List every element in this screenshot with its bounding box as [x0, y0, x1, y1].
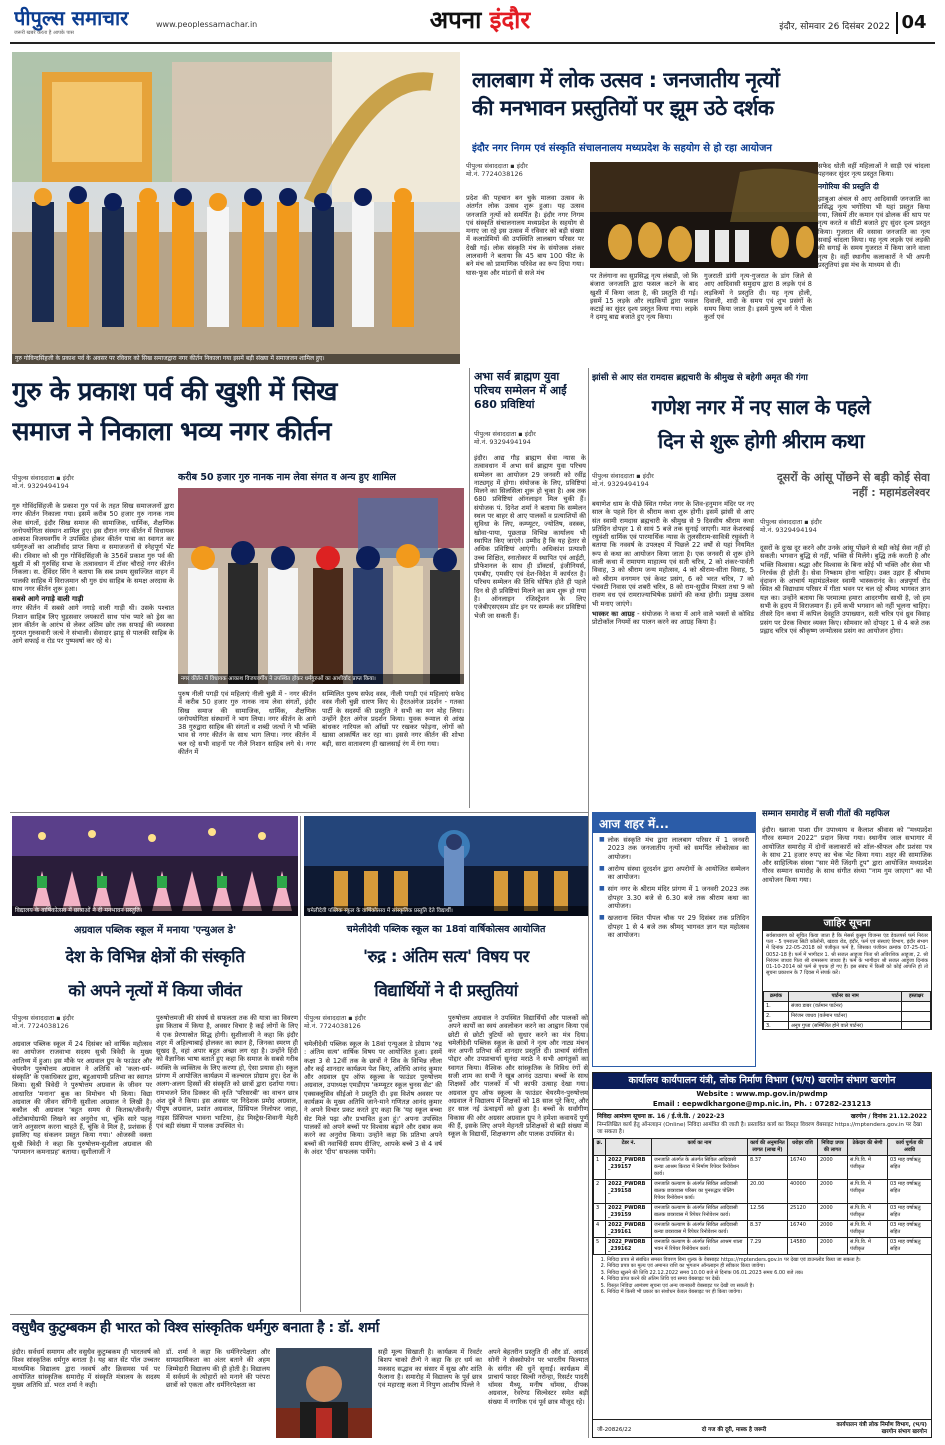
school-left-headline: [12, 940, 298, 1012]
tender-cell: 25120: [788, 1204, 818, 1221]
gurupurab-mid-caption: नगर कीर्तन में विधायक आकाश विजयवर्गीय ने उपस्थित होकर धर्मगुरुओं का आशीर्वाद प्राप्त किया।: [178, 674, 464, 684]
tender-header-cell: क्र.: [594, 1139, 606, 1156]
tender-note: 5. विस्तृत निविदा आमंत्रण सूचना एवं अन्य जानकारी वेबसाइट पर देखी जा सकती है।: [607, 1283, 927, 1289]
site-url[interactable]: www.peoplessamachar.in: [156, 20, 258, 29]
tender-footer-mid: दो गज की दूरी, मास्क है जरूरी: [701, 1426, 767, 1433]
school-left-headline-1: देश के विभिन्न क्षेत्रों की संस्कृति: [65, 947, 245, 966]
jahir-cell: 1.: [764, 1002, 789, 1012]
bullet-icon: ■: [599, 885, 605, 893]
school-right-photo: [304, 816, 588, 916]
gurupurab-col1: गुरु गोविंदसिंहजी के प्रकाश गुरु पर्व के तहत सिख समाजजनों द्वारा नगर कीर्तन निकाला गया। इसमें करीब 50 हजार गुरु नानक नाम लेवा संगतों, इंदौर सिख समाज की सामाजिक, धार्मिक, शैक्षणिक जनोपयोगिता संस्थान शामिल हुए। इस दौरान नगर कीर्तन में विधायक आकाश विजयवर्गीय ने उपस्थित होकर कीर्तन यात्रा का स्वागत कर धर्मगुरुओं का आशीर्वाद प्राप्त किया व समाजजनों से स्नेहपूर्ण भेंट की। रविवार को श्री गुरु गोविंदसिंहजी के 356वें प्रकाश गुरु पर्व की खुशी में श्री गुरुसिंह सभा के तत्वावधान में टॉवर चौराहे नगर कीर्तन निकला। स. देविंदर सिंग ने बताया कि सब प्रथम सुसज्जित वाहन में पालकी साहिब में विराजमान श्री गुरु ग्रंथ साहिब के समक्ष अरदास के साथ नगर कीर्तन शुरू हुआ।: [12, 502, 174, 593]
school-right-kicker: चमेलीदेवी पब्लिक स्कूल का 18वां वार्षिकोत्सव आयोजित: [346, 924, 546, 935]
tender-header-cell: कार्य की अनुमानित लागत (लाख में): [748, 1139, 788, 1156]
jahir-cell: 3.: [764, 1022, 789, 1031]
vasudhaiva-speaker-art: [276, 1348, 372, 1438]
mahamandaleshwar-text: दूसरों के दुःख दूर करने और उनके आंसू पोंछने से बड़ी कोई सेवा नहीं हो सकती। भगवान बुद्धि से नहीं, भक्ति से मिलेंगे। बुद्धि तर्क करती है और भक्ति विश्वास। श्रद्धा और विश्वास के बिना कोई भी भक्ति और सेवा भी निरर्थक ही होती है। सेवा निष्काम होना चाहिए। उक्त उद्गार हैं श्रीधाम वृंदावन के आचार्य महामंडलेश्वर स्वामी भास्करानंद के। अन्नपूर्णा रोड स्थित श्री विद्याधाम परिसर में गीता भवन पर चल रहे श्रीमद भागवत ज्ञान यज्ञ का। उन्होंने बताया कि परमात्मा हमारा आदरणीय साथी है, जो हम सभी के हृदय में विराजमान हैं। हमें कभी भगवान को नहीं भूलना चाहिए। तीसरे दिन कथा में कपिल देवहूति उपाख्यान, सती चरित्र एवं ध्रुव विवाह प्रसंग पर प्रेरक विचार व्यक्त किए। सोमवार को दोपहर 1 से 4 बजे तक प्रह्लाद चरित्र एवं श्रीकृष्ण जन्मोत्सव प्रसंग का आयोजन होगा।: [760, 544, 930, 635]
aaj-shahar-box: [592, 812, 756, 1067]
vasudhaiva-speaker-photo: [276, 1348, 372, 1438]
tender-ad: [592, 1072, 932, 1438]
gurupurab-col1b: नगर कीर्तन में सबसे आगे नगाड़े वाली गाड़ी थी। उसके पश्चात निशान साहिब लिए घुड़सवार जयकारों साथ पांच प्यारे को ड्रेस का ज्ञान कीर्तन के आरंभ से लेकर अंतिम छोर तक सफाई की व्यवस्था गुरमत गुरुसवारी जत्थे ने संभाली। सेवादार झाड़ू से पालकी साहिब के आगे सफाई व रोड पर पुष्पवर्षा कर रहे थे।: [12, 604, 174, 646]
tender-cell: 03 माह वर्षाऋतु सहित: [888, 1204, 932, 1221]
jahir-suchna-text: सर्वसाधारण को सूचित किया जाता है कि मेसर्स कुसुम विजन्स एंड डेवलपर्स फर्म निरंतर पता - 5 एमराल्ड सिटी कॉलोनी, खंडवा रोड, इंदौर, फर्म एवं संस्थाएं विभाग, इंदौर संभाग में दिनांक 22-05-2018 को पंजीकृत फर्म है, जिसका पंजीयन क्रमांक 07-25-01-0052-18 है। फर्म में भागीदार 1. श्री सजल आहूजा पिता श्री अविरशिक आहूजा, 2. श्री निरंजन जाधव पिता श्री रामसरूप जाधव है। फर्म के भागीदार श्री सजल आहूजा दिनांक 01-10-2014 को फर्म से पृथक हो गए हैं। इस संबंध में किसी को कोई आपत्ति हो तो सूचना प्रकाशन के 7 दिवस में संपर्क करें।: [766, 933, 928, 977]
tender-row: [594, 1238, 932, 1255]
gurupurab-mid-art: [178, 488, 464, 684]
mahamandaleshwar-byline: पीपुल्स संवाददाता ▪ इंदौर मो.नं. 9329494194: [760, 518, 930, 540]
jahir-cell: संजय डाबर (वर्तमान पार्टनर): [788, 1002, 902, 1012]
tender-cell: जनजाति कल्याण के अंतर्गत सिविल आदिवासी बालक छात्रावास में रिपेयर रिनोवेशन कार्य।: [652, 1204, 748, 1221]
jahir-suchna-box: [762, 916, 932, 1030]
tender-row: [594, 1156, 932, 1180]
gurupurab-mobile: मो.नं. 9329494194: [12, 482, 69, 490]
tender-header-cell: निविदा प्रपत्र की लागत: [818, 1139, 848, 1156]
lalbagh-byline-name: पीपुल्स संवाददाता: [466, 162, 509, 170]
school-right-headline: [304, 940, 588, 1012]
lalbagh-col4: [818, 162, 930, 364]
gurupurab-byline: पीपुल्स संवाददाता ▪ इंदौर मो.नं. 9329494194: [12, 474, 172, 498]
tender-cell: 03 माह वर्षाऋतु सहित: [888, 1156, 932, 1180]
tender-cell: 7.29: [748, 1238, 788, 1255]
lalbagh-byline-city: इंदौर: [516, 162, 528, 170]
geet-headline-visible: सम्मान समारोह में सजी गीतों की महफिल: [762, 809, 890, 819]
brahman-byline: पीपुल्स संवाददाता ▪ इंदौर मो.नं. 9329494194: [474, 430, 586, 452]
tender-cell: जनजाति कल्याण के अंतर्गत सिविल आदिवासी बालक छात्रावास परिसर का पुनरुद्धार पोलिंग रिपेयर रिनोवेशन कार्य।: [652, 1180, 748, 1204]
tender-cell: सं.पि.वि. में पंजीकृत: [848, 1204, 888, 1221]
tender-note: 3. निविदा खुलने की तिथि 22.12.2022 समय 10.00 बजे से दिनांक 06.01.2023 समय 6.00 बजे तक।: [607, 1270, 927, 1276]
tender-note: 4. निविदा प्राप्त करने की अंतिम तिथि एवं समय वेबसाइट पर देखें।: [607, 1276, 927, 1282]
tender-note: 2. निविदा प्रपत्र का मूल्य एवं अमानत राशि का भुगतान ऑनलाइन ही स्वीकार किया जावेगा।: [607, 1263, 927, 1269]
aaj-shahar-title: आज शहर में...: [593, 813, 755, 833]
mahamandaleshwar-byline-name: पीपुल्स संवाददाता: [760, 518, 803, 526]
brahman-byline-city: इंदौर: [524, 430, 536, 438]
tender-cell: 8.37: [748, 1221, 788, 1238]
lalbagh-col4-text: झाबुआ अंचल से आए आदिवासी जनजाति का प्रसिद्ध नृत्य भगोरिया भी यहां प्रस्तुत किया गया, जिसमें तीर कमान एवं ढोलक की थाप पर नृत्य करते व सीटी बजाते हुए सुंदर दृश्य प्रस्तुत किया। गुजरात की वसावा जनजाति का नृत्य सवाई चांदला किया। यह नृत्य लड़के एवं लड़की की सगाई के समय गुजरात में किया जाने वाला नृत्य है। वहीं स्थानीय कलाकारों ने भी अपनी प्रस्तुतियां इस मंच के माध्यम से दी।: [818, 194, 930, 269]
tender-cell: 16740: [788, 1156, 818, 1180]
vasudhaiva-headline: वसुधैव कुटुम्बकम ही भारत को विश्व सांस्कृतिक धर्मगुरु बनाता है : डॉ. शर्मा: [12, 1320, 380, 1336]
mahamandaleshwar-byline-city: इंदौर: [810, 518, 822, 526]
nagar-kirtan-photo-art: [12, 52, 460, 364]
bullet-icon: ■: [599, 836, 605, 843]
tender-cell: 03 माह वर्षाऋतु सहित: [888, 1238, 932, 1255]
section-title: [380, 4, 580, 38]
school-left-photo: [12, 816, 298, 916]
ramkatha-byline-city: इंदौर: [642, 472, 654, 480]
ramkatha-headline-2: दिन से शुरू होगी श्रीराम कथा: [657, 429, 865, 453]
brahman-text: इंदौर। आद्य गौड़ ब्राह्मण सेवा न्यास के तत्वावधान में अभा सर्व ब्राह्मण युवा परिचय सम्मेलन का आयोजन 29 जनवरी को रवींद्र नाट्यगृह में होगा। संयोजक के लिए, प्रविष्टियां मिलने का सिलसिला शुरू हो चुका है। अब तक 680 प्रविष्टियां ऑनलाइन मिल चुकी हैं। संयोजक पं. दिनेश शर्मा ने बताया कि सम्मेलन स्थल पर बाहर से आए पालकों व प्रत्याशियों की सुविधा के लिए, कम्प्यूटर, ज्योतिष, वस्त्रक, खोवा-पाया, पूछताछ विभिन्न कार्यालय भी स्थापित किए जाएंगे। उम्मीद है कि यह हेतार से अधिक प्रविष्टियां आएंगी। अधिकांश प्रत्याशी उच्च शिक्षित, स्नातोकार में स्थापित एवं आईटी, प्रौफेशनल के साथ ही डॉक्टर्स, इंजीनियर्स, एमबीए, एमसीए एवं देश-विदेश में कार्यरत है। परिचय सम्मेलन की तिथि घोषित होते ही पहले दिन से ही प्रविष्टियां मिलने का क्रम शुरू हो गया है। ऑनलाइन रजिस्ट्रेशन के लिए एजेबीएसएसम डॉट इन पर सम्पर्क कर प्रविष्टियां भेजी जा सकती हैं।: [474, 454, 586, 620]
lalbagh-col3: गुजराती डांगी नृत्य-गुजरात के डांग जिले से आए आदिवासी समुदाय द्वारा 8 लड़के एवं 8 लड़कियों ने प्रस्तुति दी। यह नृत्य होली, दिवाली, शादी के समय एवं शुभ प्रसंगों के समय किया जाता है। इसमें पुरुष वर्ग ने पीला कुर्ता एवं: [704, 272, 812, 322]
school-right-byline-name: पीपुल्स संवाददाता: [304, 1014, 347, 1022]
school-right-headline-1: 'रुद्र : अंतिम सत्य' विषय पर: [363, 947, 529, 966]
tender-cell: 2000: [818, 1156, 848, 1180]
gurupurab-col1-subhead: सबसे आगे नगाड़े वाली गाड़ी: [12, 595, 84, 604]
jahir-row: [764, 1022, 931, 1031]
aaj-shahar-item: ■ आरोग्य संस्था दूरदर्शन द्वारा अपरोगों के आयोजित सम्मेलन का आयोजन।: [599, 864, 749, 882]
tender-footer-right-1: कार्यपालन यंत्री लोक निर्माण विभाग, (भ/प): [836, 1421, 927, 1428]
gurupurab-byline-city: इंदौर: [62, 474, 74, 482]
jahir-col-sn: क्रमांक: [764, 992, 789, 1002]
tender-cell: 20.00: [748, 1180, 788, 1204]
ramkatha-byline-name: पीपुल्स संवाददाता: [592, 472, 635, 480]
tender-office: कार्यालय कार्यपालन यंत्री, लोक निर्माण विभाग (भ/प) खरगोन संभाग खरगोन: [593, 1073, 931, 1089]
jahir-cell: अनूप गुप्ता (सम्मिलित होने वाले पार्टनर): [788, 1022, 902, 1031]
tender-cell: जनजाति कल्याण के अंतर्गत सिविल आश्रम शाला भवन में रिपेयर रिनोवेशन कार्य।: [652, 1238, 748, 1255]
tender-cell: 03 माह वर्षाऋतु सहित: [888, 1221, 932, 1238]
lalbagh-mobile: मो.नं. 7724038126: [466, 170, 523, 178]
tender-website[interactable]: Website : www.mp.gov.in/pwdmp: [696, 1090, 828, 1098]
lalbagh-col1: प्रदेश की पहचान बन चुके मालवा उत्सव के अंतर्गत लोक उत्सव शुरू हुआ। यह उत्सव जनजाति नृत्यों को समर्पित है। इंदौर नगर निगम एवं संस्कृति संचालनालय मध्यप्रदेश के सहयोग से मनाए जा रहे इस उत्सव में रविवार को बड़ी संख्या में कलाप्रेमियों की उपस्थिति लालबाग परिसर पर देखी गई। लोक संस्कृति मंच के संयोजक शंकर लालवानी ने बताया कि 45 बाय 100 फीट के बने मंच को प्रामाणिक परिवेश का रूप दिया गया। घास-फूस और मांडनों से सजे मंच: [466, 194, 584, 277]
masthead-rule: [10, 42, 935, 44]
tender-cell: सं.पि.वि. में पंजीकृत: [848, 1156, 888, 1180]
section-word: अपना: [429, 6, 482, 34]
tender-cell: 2: [594, 1180, 606, 1204]
tender-cell: 2022_PWDRB _239159: [606, 1204, 652, 1221]
gurupurab-kicker: करीब 50 हजार गुरु नानक नाम लेवा संगत व अन्य हुए शामिल: [178, 472, 396, 483]
gurupurab-headline: [12, 372, 462, 468]
tender-row: [594, 1204, 932, 1221]
school-right-col2: पुरुषोत्तम अग्रवाल ने उपस्थित विद्यार्थियों और पालकों को अपने कार्यों का स्वयं अवलोकन करने का आह्वान किया एवं छोटी से छोटी त्रुटियों को सुधार करने का मंत्र दिया। चमेलीदेवी पब्लिक स्कूल के छात्रों ने नृत्य और नाट्य मंचन कर अपनी प्रतिभा की शानदार प्रस्तुति दी। प्राचार्य संगीता पोद्दार और उपप्राचार्या सुनंदा मराठे ने सभी आगंतुकों का स्वागत किया। वैश्विक और सांस्कृतिक के विविध रंगों से सजी शाम का सभी ने खूब आनंद उठाया। बच्चों के साथ शिक्षकों और पालकों में भी काफी उत्साह देखा गया। अग्रवाल ग्रुप ऑफ स्कूल्स के फाउंडर चेयरमैन-पुरुषोत्तम अग्रवाल ने विद्यालय में शिक्षकों को 18 साल पूरे किए, और हर साल नई ऊंचाइयों को छुआ है। बच्चों के सर्वांगीण विकास की ओर अग्रसर अग्रवाल ग्रुप ने हमेशा कवायदें पूर्ण की हैं, इसके लिए अपने मेहनती प्रशिक्षकों से बड़ी संख्या में स्कूल के विद्यार्थी, शिक्षकगण और पालक उपस्थित थे।: [448, 1014, 588, 1139]
ramkatha-sub: भास्कर का आग्रह: [592, 609, 635, 618]
tender-notice-no: निविदा आमंत्रण सूचना क्र. 16 / ई.जे.डि. / 2022-23: [597, 1113, 725, 1120]
school-right-mobile: मो.नं. 7724038126: [304, 1022, 361, 1030]
ramkatha-text2: संयोजक ने कथा में आने वाले भक्तों से कोविड प्रोटोकॉल नियमों का पालन करने का आग्रह किया है।: [592, 609, 754, 627]
school-right-byline-city: इंदौर: [354, 1014, 366, 1022]
tender-cell: 2000: [818, 1180, 848, 1204]
jahir-row: [764, 1002, 931, 1012]
school-left-col1: अग्रवाल पब्लिक स्कूल में 24 दिसंबर को वार्षिक महोत्सव का आयोजन राजवाभा सदस्य सुश्री त्रिवेदी के मुख्य आतिथ्य में हुआ। इस मौके पर अग्रवाल ग्रुप के फाउंडर और चेयरमैन पुरुषोत्तम अग्रवाल ने अतिथि को 'कला-धर्म-संस्कृति' के एकाधिकार द्वारा, बहुआयामी प्रतिभा का स्वागत किया। सुश्री त्रिवेदी ने पुरुषोत्तम अग्रवाल के जीवन पर आधारित 'मनाना' बुक का विमोचन भी किया। विद्या अग्रवाल की जीवन संगिनी सुशीला अग्रवाल ने लिखी है। बकौल श्री अग्रवाल 'बहुत समय से किताब/जीवनी/ऑटोबायोग्राफी लिखने का अनुरोध था, चूंकि सारे पहलू जाने अनुसरण करना चाहते हैं, चूंकि वे मिल है, प्रशंसक हैं इसलिए यह संकलन प्रस्तुत किया गया।' ओजस्वी वक्ता सुश्री त्रिवेदी ने कहा कि पुरुषोत्तम-सुशीला अग्रवाल की 'पगमानन कमनाप्रह' बताया। सुशीलाजी ने: [12, 1040, 152, 1156]
lalbagh-subhead: इंदौर नगर निगम एवं संस्कृति संचालनालय मध्यप्रदेश के सहयोग से हो रहा आयोजन: [472, 143, 772, 154]
school-left-byline-name: पीपुल्स संवाददाता: [12, 1014, 55, 1022]
tender-cell: 2000: [818, 1204, 848, 1221]
vasudhaiva-col4: अपने बेहतरीन प्रस्तुति दी और डॉ. आदर्श सोनी ने सेक्सोफोन पर भारतीय फिल्मात के संगीत की धुनें सुनाईं। कार्यक्रम में प्राचार्य फादर सिल्वी नरोन्हा, रिसर्टर पादरी थॉमस मैथ्यू, मनीष थॉमस, दीपक अग्रवाल, रेवरेण्ड सिल्वेस्टर समेत बड़ी संख्या में नगरिक एवं पूर्व छात्र मौजूद रहे।: [488, 1348, 588, 1406]
brand-logo[interactable]: [14, 6, 154, 36]
tender-header-cell: ठेकेदार की श्रेणी: [848, 1139, 888, 1156]
row-rule-2: [10, 812, 588, 813]
tender-cell: सं.पि.वि. में पंजीकृत: [848, 1180, 888, 1204]
jahir-cell: [902, 1002, 931, 1012]
tender-cell: 40000: [788, 1180, 818, 1204]
column-rule-b: [300, 816, 301, 1312]
tender-cell: 2022_PWDRB _239158: [606, 1180, 652, 1204]
tender-cell: 2000: [818, 1221, 848, 1238]
dateline: इंदौर, सोमवार 26 दिसंबर 2022: [779, 22, 890, 32]
school-left-kicker: अग्रवाल पब्लिक स्कूल में मनाया 'एन्युअल डे': [73, 925, 237, 936]
tender-cell: 2000: [818, 1238, 848, 1255]
tender-table: [593, 1138, 932, 1255]
aaj-shahar-list: [593, 833, 755, 946]
tender-footer-right-2: खरगोन संभाग खरगोन: [881, 1428, 927, 1435]
tender-notes: [593, 1255, 931, 1325]
ramkatha-mobile: मो.नं. 9329494194: [592, 480, 649, 488]
tender-header-cell: कार्य का नाम: [652, 1139, 748, 1156]
tender-note: 1. निविदा प्रपत्र से संबंधित समस्त विवरण बिना शुल्क के वेबसाइट https://mptenders.gov.in पर देखा एवं डाउनलोड किया जा सकता है।: [607, 1257, 927, 1263]
school-left-headline-2: को अपने नृत्यों में किया जीवंत: [68, 981, 242, 1000]
school-right-art: [304, 816, 588, 916]
vasudhaiva-col1: इंदौर। सर्वधर्म समागम और वसुधैव कुटुम्बकम ही भारतवर्ष को विश्व सांस्कृतिक धर्मगुरु बनाता है। यह बात सेंट पॉल उच्चतर माध्यमिक विद्यालय द्वारा नववर्ष और क्रिसमस पर्व पर आयोजित सांस्कृतिक समारोह में संस्कृति मंत्रालय के सदस्य मुख्य अतिथि डॉ. भरत शर्मा ने कही।: [12, 1348, 160, 1390]
lalbagh-headline-1: लालबाग में लोक उत्सव : जनजातीय नृत्यों: [472, 68, 780, 92]
tender-email[interactable]: Email : eepwdkhargone@mp.nic.in, Ph. : 07282-231213: [593, 1099, 931, 1110]
vasudhaiva-col3: सही मूल्य सिखाती है। कार्यक्रम में रिवर्टर बिशप चाको टीन्गे ने कहा कि हर धर्म का मकसद सद्भाव का संसार में सुख और शांति फैलाना है। समारोह में विद्यालय के पूर्व छात्र एवं महाराष्ट्र कला में निपुण आशीष पिल्ले ने: [378, 1348, 482, 1390]
school-right-byline: पीपुल्स संवाददाता ▪ इंदौर मो.नं. 7724038126: [304, 1014, 454, 1036]
geet-text: इंदौर। ख्वाजा पाशा ग्रीन उपाध्याय व कैलाश श्रीवास को "मध्यप्रदेश गौरव सम्मान 2022" प्रदान किया गया। स्थानीय जाल सभागार में आयोजित समारोह में दोनों कलाकारों को शॉल-श्रीफल और प्रशंसा पत्र के साथ 21 हजार रुपए का चेक भेंट किया गया। शहर की सामाजिक और साहित्यिक संस्था "सार मेरी जिंदगी टूप" द्वारा आयोजित मध्यप्रदेश गौरव सम्मान समारोह के साथ संगीत संध्या "नाम गुम जाएगा" का भी आयोजन किया गया।: [762, 826, 932, 884]
row-rule-3: [10, 1314, 588, 1315]
ramkatha-byline: पीपुल्स संवाददाता ▪ इंदौर मो.नं. 9329494194: [592, 472, 742, 494]
tender-row: [594, 1180, 932, 1204]
aaj-shahar-item: ■ लोक संस्कृति मंच द्वारा लालबाग परिसर में 1 जनवरी 2023 तक जनजातीय नृत्यों को समर्पित लोकोत्सव का आयोजन।: [599, 836, 749, 861]
school-left-col2: पुरुषोत्तमजी की संघर्ष से सफलता तक की यात्रा का विवरण इस किताब में किया है, अवसर विचार है कई लोगों के लिए ये एक प्रेरणास्रोत सिद्ध होगी। सुशीलाजी ने कहा कि इंदौर शहर में अहिल्याबाई होलकर का स्थान है, जिनका स्मरण ही सुखद है, वहां अपार बहुत अच्छा लग रहा है। उन्होंने हिंदी को वैज्ञानिक भाषा बताते हुए कहा कि समाज के सबसे गरीब व्यक्ति के व्यक्तित्व के लिए करणा हो, ऐसा प्रयास हो। स्कूल प्रांगण में आयोजित कार्यक्रम में कल्चरल प्रोग्राम हुए। देश के अलग-अलग हिस्सों की संस्कृति को छात्रों द्वारा दर्शाया गया। रामभजने शिव डिक्कर की कृति 'परिसरबी' का वाचन छात्र अंश दुबे ने किया। इस अवसर पर निदेशक प्रमोद अग्रवाल, पीयूष अग्रवाल, प्रशांत अग्रवाल, प्रिंसिपल निलोफर जाहा, नाइस प्रिंसिपल भावना भाटिया, हेड मिस्ट्रेस-शिवानी मेहरी एवं बड़ी संख्या में पालक उपस्थित थे।: [156, 1014, 298, 1130]
tender-header-cell: कार्य पूर्णता की अवधि: [888, 1139, 932, 1156]
jahir-row: [764, 1012, 931, 1022]
school-left-caption: विद्यालय के वार्षिकोत्सव में छात्राओं ने दी मनभावन प्रस्तुति।: [12, 906, 298, 916]
ramkatha-body: बयाणेश धाम के पीछे स्थित गणेश नगर के शिव-हनुमान मंदिर पर नए साल के पहले दिन से श्रीराम कथा शुरू होगी। इसमें झांसी से आए संत स्वामी रामदास ब्रह्मचारी के श्रीमुख से 9 दिवसीय श्रीराम कथा प्रतिदिन दोपहर 1 से सायं 5 बजे तक सुनाई जाएगी। मात केशरबाई रघुवंशी धार्मिक एवं पारमार्थिक न्यास के तुलसीराम-सावित्री रघुवंशी ने बताया कि नववर्ष के उपलक्ष्य में पिछले 22 वर्षों से यहां नियमित रूप से कथा का आयोजन किया जाता है। एक जनवरी से शुरू होने वाली कथा में रामायण माहात्म्य एवं सती चरित्र, 2 को शंकर-पार्वती विवाह, 3 को श्रीराम जन्म महोत्सव, 4 को श्रीराम-सीता विवाह, 5 को श्रीराम वनगमन एवं केवट प्रसंग, 6 को भरत चरित्र, 7 को पंचवटी निवास एवं शबरी चरित्र, 8 को राम-सुग्रीव मित्रता तथा 9 को रावण वध एवं रामराज्याभिषेक प्रसंगों की कथा होगी। प्रमुख उत्सव भी मनाए जाएंगे। भास्कर का आग्रह - संयोजक ने कथा में आने वाले भक्तों से कोविड प्रोटोकॉल नियमों का पालन करने का आग्रह किया है।: [592, 500, 754, 627]
column-rule-a: [588, 368, 589, 1438]
brahman-mobile: मो.नं. 9329494194: [474, 438, 531, 446]
gurupurab-byline-name: पीपुल्स संवाददाता: [12, 474, 55, 482]
school-left-mobile: मो.नं. 7724038126: [12, 1022, 69, 1030]
gurupurab-headline-1: गुरु के प्रकाश पर्व की खुशी में सिख: [12, 377, 337, 407]
jahir-col-name: पार्टनर का नाम: [788, 992, 902, 1002]
gurupurab-headline-2: समाज ने निकाला भव्य नगर कीर्तन: [12, 417, 331, 447]
school-right-col1: चमेलीदेवी पब्लिक स्कूल के 18वां एन्युअल डे प्रोग्राम 'रुद्र : अंतिम सत्य' वार्षिक विषय पर आयोजित हुआ। इसमें कक्षा 3 से 12वीं तक के छात्रों ने शिव के विभिन्न लीला और कई शानदार कार्यक्रम पेश किए, अतिथि आनंद कुमार और अग्रवाल ग्रुप ऑफ स्कूल्स के फाउंडर पुरुषोत्तम अग्रवाल, उपाध्यक्ष एमडीएम 'कम्प्यूटर स्कूल चुनस सेट' की एक्सक्लूसिव सीईओ ने प्रस्तुति दी। इस विशेष अवसर पर कार्यक्रम के मुख्य अतिथि जाने-माने गणितज्ञ आनंद कुमार ने अपने विचार प्रकट करते हुए कहा कि 'यह स्कूल बच्चा सेट मिले पढ़ा और प्रभावित हुआ हूं।' अपना उपस्थित पालकों को अपने बच्चों पर विश्वास बढ़ाने और दबाव कम करने का अनुरोध किया। उन्होंने कहा कि प्रतिभा अपने बच्चों की नवाचिंदी समय दीजिए, आपके बच्चे 3 से 4 वर्ष के अंदर 'दीप' सफलक पायेंगे।: [304, 1040, 442, 1156]
jahir-suchna-title: जाहिर सूचना: [763, 917, 931, 931]
lalbagh-headline-2: की मनभावन प्रस्तुतियों पर झूम उठे दर्शक: [472, 96, 774, 120]
nagar-kirtan-caption: गुरु गोविन्दसिंहजी के प्रकाश पर्व के अवसर पर रविवार को सिख समाजद्वारा नगर कीर्तन निकाला गया इसमें बड़ी संख्या में समाजजन शामिल हुए।: [12, 354, 460, 364]
tender-cell: सं.पि.वि. में पंजीकृत: [848, 1221, 888, 1238]
gurupurab-col2: पुरुष नीली पगड़ी एवं महिलाएं नीली चुन्नी में - नगर कीर्तन में करीब 50 हजार गुरु नानक नाम लेवा संगतों, इंदौर सिख समाज की सामाजिक, धार्मिक, शैक्षणिक जनोपयोगिता संस्थानों ने भाग लिया। नगर कीर्तन के आगे 38 गुरुद्वारा साहिब की संगतों व शब्दी जत्थों ने भी भक्ति भाव से नगर कीर्तन के साथ भाग लिया। नगर कीर्तन में चल रहे सभी वाहनों पर नीले निशान साहिब लगे थे। नगर कीर्तन में: [178, 690, 316, 757]
ramkatha-text: बयाणेश धाम के पीछे स्थित गणेश नगर के शिव-हनुमान मंदिर पर नए साल के पहले दिन से श्रीराम कथा शुरू होगी। इसमें झांसी से आए संत स्वामी रामदास ब्रह्मचारी के श्रीमुख से 9 दिवसीय श्रीराम कथा प्रतिदिन दोपहर 1 से सायं 5 बजे तक सुनाई जाएगी। मात केशरबाई रघुवंशी धार्मिक एवं पारमार्थिक न्यास के तुलसीराम-सावित्री रघुवंशी ने बताया कि नववर्ष के उपलक्ष्य में पिछले 22 वर्षों से यहां नियमित रूप से कथा का आयोजन किया जाता है। एक जनवरी से शुरू होने वाली कथा में रामायण माहात्म्य एवं सती चरित्र, 2 को शंकर-पार्वती विवाह, 3 को श्रीराम जन्म महोत्सव, 4 को श्रीराम-सीता विवाह, 5 को श्रीराम वनगमन एवं केवट प्रसंग, 6 को भरत चरित्र, 7 को पंचवटी निवास एवं शबरी चरित्र, 8 को राम-सुग्रीव मित्रता तथा 9 को रावण वध एवं रामराज्याभिषेक प्रसंगों की कथा होगी। प्रमुख उत्सव भी मनाए जाएंगे।: [592, 500, 754, 608]
tender-intro: निम्नलिखित कार्य हेतु ऑनलाइन (Online) निविदा आमंत्रित की जाती है। प्रस्तावित कार्य का विस्तृत विवरण वेबसाइट https://mptenders.gov.in पर देखा जा सकता है।: [597, 1122, 922, 1135]
jahir-cell: [902, 1022, 931, 1031]
ramkatha-kicker: झांसी से आए संत रामदास ब्रह्मचारी के श्रीमुख से बहेगी अमृत की गंगा: [592, 373, 808, 383]
lalbagh-col4-top: सफेद धोती वहीं महिलाओं ने साड़ी एवं चांदला पहनकर सुंदर नृत्य प्रस्तुत किया।: [818, 162, 930, 179]
tender-footer-left: जी-20826/22: [597, 1426, 632, 1433]
tender-cell: 4: [594, 1221, 606, 1238]
brand-name: पीपुल्स समाचार: [14, 6, 129, 30]
nagar-kirtan-photo: [12, 52, 460, 364]
brahman-rule-left: [469, 368, 470, 808]
school-right-headline-2: विद्यार्थियों ने दी प्रस्तुतियां: [374, 981, 518, 1000]
tender-notice-date: खरगोन / दिनांक 21.12.2022: [850, 1113, 927, 1120]
tender-header-cell: टेंडर नं.: [606, 1139, 652, 1156]
tender-header-cell: धरोहर राशि: [788, 1139, 818, 1156]
lalbagh-byline: पीपुल्स संवाददाता ▪ इंदौर मो.नं. 7724038126: [466, 162, 586, 188]
tender-cell: 5: [594, 1238, 606, 1255]
tender-cell: 14580: [788, 1238, 818, 1255]
school-left-byline: पीपुल्स संवाददाता ▪ इंदौर मो.नं. 7724038126: [12, 1014, 162, 1036]
tender-cell: 2022_PWDRB _239157: [606, 1156, 652, 1180]
page-number: 04: [896, 12, 930, 34]
tender-row: [594, 1221, 932, 1238]
jahir-col-sign: हस्ताक्षर: [902, 992, 931, 1002]
gurupurab-col1-wrap: [12, 502, 174, 808]
jahir-cell: 2.: [764, 1012, 789, 1022]
tender-cell: 2022_PWDRB _239162: [606, 1238, 652, 1255]
bullet-icon: ■: [599, 864, 605, 872]
school-left-byline-city: इंदौर: [62, 1014, 74, 1022]
jahir-cell: निरंजन जाधव (वर्तमान पार्टनर): [788, 1012, 902, 1022]
ramkatha-headline-1: गणेश नगर में नए साल के पहले: [651, 395, 871, 419]
lalbagh-col4-subhead: नगोरिया की प्रस्तुति दी: [818, 181, 879, 191]
tender-note: 6. निविदा में किसी भी प्रकार का संशोधन केवल वेबसाइट पर ही किया जावेगा।: [607, 1289, 927, 1295]
brahman-headline: अभा सर्व ब्राह्मण युवा परिचय सम्मेलन में आईं 680 प्रविष्टियां: [474, 370, 567, 411]
tender-cell: 3: [594, 1204, 606, 1221]
brahman-byline-name: पीपुल्स संवाददाता: [474, 430, 517, 438]
school-left-art: [12, 816, 298, 916]
jahir-cell: [902, 1012, 931, 1022]
tender-cell: 1: [594, 1156, 606, 1180]
tender-cell: 2022_PWDRB _239161: [606, 1221, 652, 1238]
tender-cell: जनजाति कल्याण के अंतर्गत सिविल आदिवासी कन्या छात्रावास में रिपेयर रिनोवेशन कार्य।: [652, 1221, 748, 1238]
jahir-suchna-table: [763, 991, 931, 1030]
aaj-shahar-item: ■ खजराना स्थित पीपल चौक पर 29 दिसंबर तक प्रतिदिन दोपहर 1 से 4 बजे तक श्रीमद् भागवत ज्ञान यज्ञ महोत्सव का आयोजन।: [599, 914, 749, 939]
lalbagh-col2: पर तेलंगाना का सुप्रसिद्ध नृत्य लंबाडी, जो कि बंजारा जनजाति द्वारा फसल कटने के बाद खुशी में किया जाता है, की प्रस्तुति दी गई। इसमें 15 लड़के और लड़कियों द्वारा फसल कटाई का सुंदर दृश्य प्रस्तुत किया गया। लड़के ने दमपू बाद्य बजाते हुए नृत्य किया।: [590, 272, 698, 322]
tender-cell: जनजाति अंतर्गत के अंतर्गत सिविल आदिवासी कन्या आश्रम किरारा में निर्माण रिपेयर रिनोवेशन कार्य।: [652, 1156, 748, 1180]
mahamandaleshwar-mobile: मो.नं. 9329494194: [760, 526, 817, 534]
ramkatha-headline: [592, 390, 930, 464]
vasudhaiva-col2: डॉ. शर्मा ने कहा कि धर्मनिरपेक्षता और साम्प्रदायिकता का अंतर बताने की अहम जिम्मेदारी विद्यालय की ही होती है। विद्यालय में सर्वधर्म के त्योहारों को मनाने की परंपरा छात्रों को एकता और धर्मनिरपेक्षता का: [166, 1348, 270, 1390]
school-right-caption: चमेलीदेवी पब्लिक स्कूल के वार्षिकोत्सव में सांस्कृतिक प्रस्तुति देते विद्यार्थी।: [304, 906, 588, 916]
brand-tagline: जरूरी खबरें करता है आपके पास: [14, 30, 74, 36]
lalbagh-headline: [472, 66, 928, 148]
tender-cell: सं.पि.वि. में पंजीकृत: [848, 1238, 888, 1255]
mahamandaleshwar-headline: दूसरों के आंसू पोंछने से बड़ी कोई सेवा नहीं : महामंडलेश्वर: [776, 471, 930, 499]
masthead: [0, 0, 945, 44]
aaj-shahar-item: ■ सांग नगर के श्रीराम मंदिर प्रांगण में 1 जनवरी 2023 तक दोपहर 3.30 बजे से 6.30 बजे तक श्रीराम कथा का आयोजन।: [599, 885, 749, 911]
tender-cell: 16740: [788, 1221, 818, 1238]
gurupurab-mid-photo: [178, 488, 464, 684]
bullet-icon: ■: [599, 914, 605, 922]
section-city: इंदौर: [489, 6, 531, 34]
tender-cell: 03 माह वर्षाऋतु सहित: [888, 1180, 932, 1204]
gurupurab-col3: सम्मिलित पुरुष सफेद वस्त्र, नीली पगड़ी एवं महिलाएं सफेद वस्त्र नीली चुन्नी धारण किए थे। हैरतअंगेज प्रदर्शन - गतका पार्टी के सदस्यों की प्रस्तुति ने सभी का मन मोह लिया। उन्होंने हैरत अंगेज प्रदर्शन किया। युवक रूमाल से आंख बांधकर नारियल को आँखों पर रखकर फोड़ना, लोगों को खासा आकर्षित कर रहा था। इससे नगर कीर्तन की शोभा बढ़ी, सारा वातावरण ही खालसाई रंग में रंगा गया।: [322, 690, 464, 748]
tender-cell: 12.56: [748, 1204, 788, 1221]
tender-cell: 8.37: [748, 1156, 788, 1180]
